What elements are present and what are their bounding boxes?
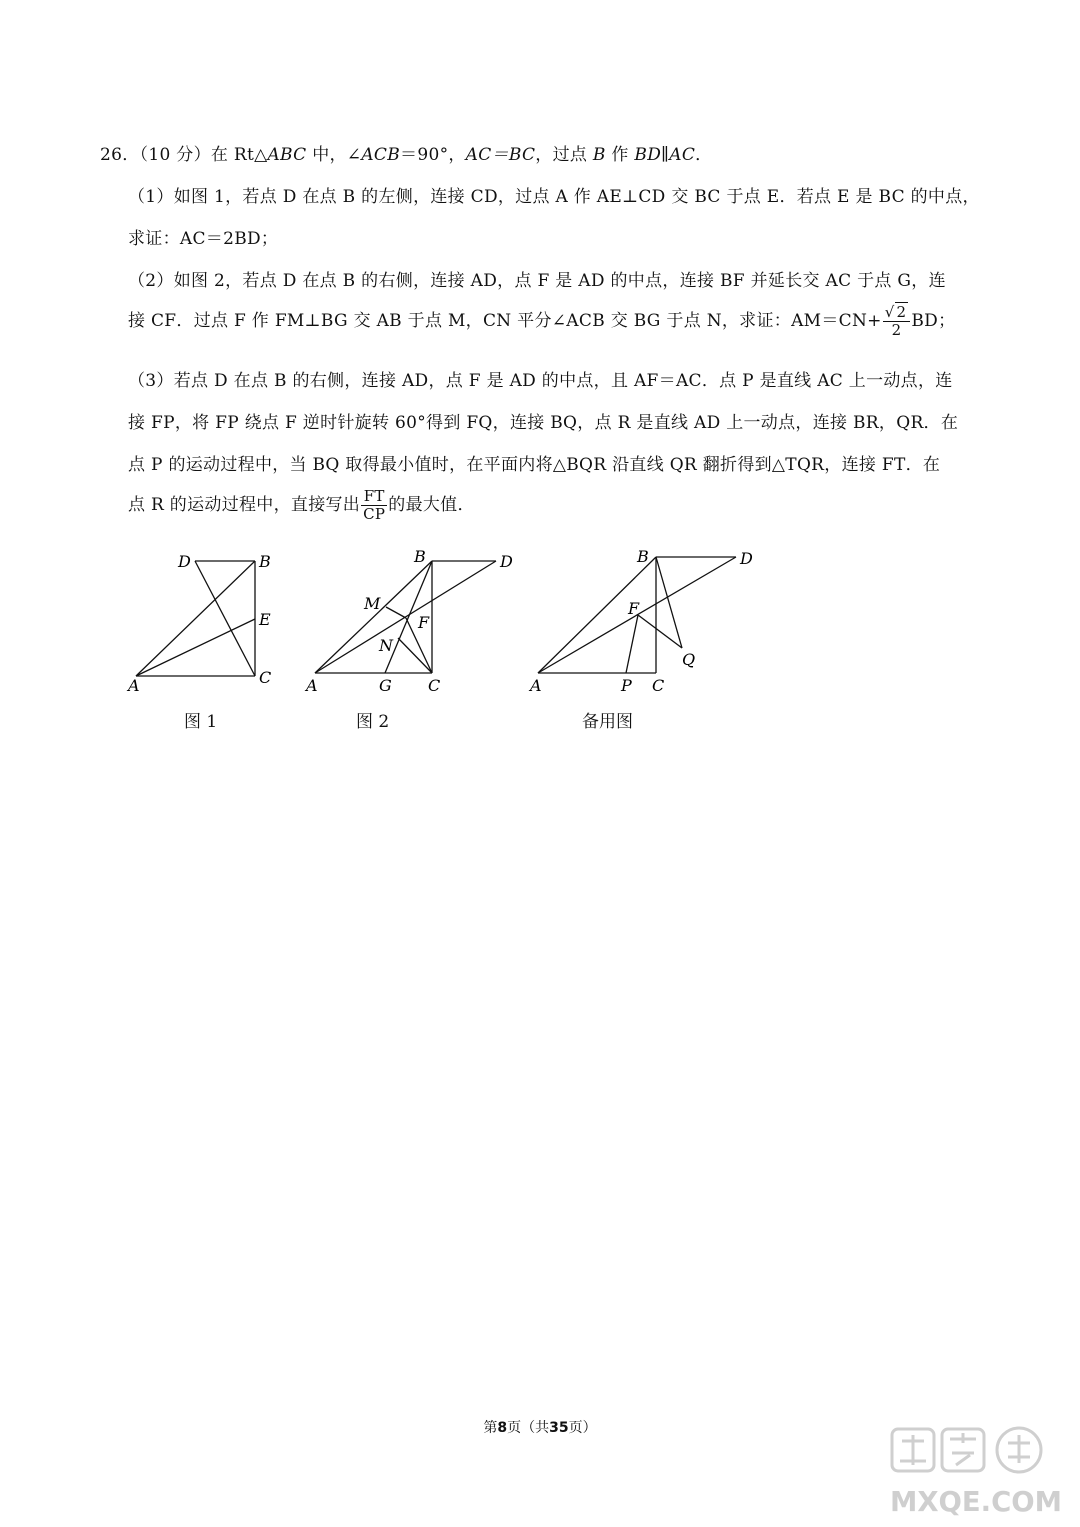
- fig1-label-c: C: [259, 668, 272, 687]
- watermark-logo: [886, 1421, 1066, 1517]
- fig1-label-e: E: [259, 610, 271, 629]
- title-text-2: 中，∠: [306, 145, 362, 165]
- fig1-label-d: D: [178, 552, 191, 571]
- fig2-label-c: C: [428, 676, 441, 695]
- fig2-label-f: F: [418, 613, 430, 632]
- figure-1-diagram: [118, 545, 288, 695]
- figure-3-caption: 备用图: [582, 712, 633, 732]
- fig3-label-c: C: [652, 676, 665, 695]
- title-text-5: 作: [605, 145, 635, 165]
- fraction-numerator-ft: FT: [361, 488, 387, 506]
- fig3-label-f: F: [628, 599, 640, 618]
- fig2-label-m: M: [364, 594, 381, 613]
- subquestion-2-line-1: （2）如图 2，若点 D 在点 B 的右侧，连接 AD，点 F 是 AD 的中点，连接 BF 并延长交 AC 于点 G，连: [128, 271, 946, 291]
- fraction-denominator: 2: [891, 321, 902, 339]
- figure-1-caption: 图 1: [184, 712, 218, 732]
- subquestion-1-line-1: （1）如图 1，若点 D 在点 B 的左侧，连接 CD，过点 A 作 AE⊥CD 交 BC 于点 E．若点 E 是 BC 的中点，: [128, 187, 980, 207]
- s2-text-a: 接 CF．过点 F 作 FM⊥BG 交 AB 于点 M，CN 平分∠ACB 交 BG 于点 N，求证：AM＝CN+: [128, 311, 882, 331]
- fig2-label-d: D: [500, 552, 513, 571]
- title-b: B: [592, 145, 606, 165]
- figure-3-diagram: [522, 543, 772, 695]
- subquestion-3-line-4: [128, 488, 475, 523]
- fig3-label-a: A: [530, 676, 542, 695]
- title-abc: ABC: [267, 145, 307, 165]
- title-text-3: ＝90°，: [400, 145, 466, 165]
- title-text-6: ．: [695, 145, 713, 165]
- footer-page-number: 8: [497, 1420, 508, 1436]
- fig2-label-b: B: [414, 547, 426, 566]
- subquestion-2-line-2: [128, 304, 955, 339]
- subquestion-3-line-3: 点 P 的运动过程中，当 BQ 取得最小值时，在平面内将△BQR 沿直线 QR 翻折得到△TQR，连接 FT．在: [128, 455, 941, 475]
- fig1-label-b: B: [259, 552, 271, 571]
- footer-total-pages: 35: [549, 1420, 569, 1436]
- fig3-label-d: D: [740, 549, 753, 568]
- fig2-label-a: A: [306, 676, 318, 695]
- fig3-label-p: P: [621, 676, 632, 695]
- title-text-1: 26．（10 分）在 Rt△: [100, 145, 268, 165]
- footer-post: 页）: [568, 1420, 597, 1436]
- footer-pre: 第: [483, 1420, 498, 1436]
- fraction-denominator-cp: CP: [363, 505, 386, 523]
- figure-2-caption: 图 2: [356, 712, 390, 732]
- s3-text-a: 点 R 的运动过程中，直接写出: [128, 495, 361, 515]
- s2-text-b: BD；: [911, 311, 956, 331]
- fig1-label-a: A: [128, 676, 140, 695]
- ft-over-cp-fraction: [361, 488, 387, 523]
- subquestion-3-line-1: （3）若点 D 在点 B 的右侧，连接 AD，点 F 是 AD 的中点，且 AF＝AC．点 P 是直线 AC 上一动点，连: [128, 371, 953, 391]
- subquestion-1-line-2: 求证：AC＝2BD；: [128, 229, 279, 249]
- fig2-label-g: G: [379, 676, 392, 695]
- footer-mid: 页（共: [507, 1420, 550, 1436]
- title-acbc: AC＝BC: [465, 145, 536, 165]
- s3-text-b: 的最大值．: [388, 495, 475, 515]
- svg-text:MXQE.COM: MXQE.COM: [890, 1485, 1062, 1517]
- fig3-label-q: Q: [682, 650, 696, 669]
- title-bdac: BD∥AC: [634, 145, 696, 165]
- fraction-numerator: 2: [896, 303, 907, 321]
- title-acb: ACB: [361, 145, 401, 165]
- sqrt2-over-2-fraction: $\frac{√ 2}{2}$: [883, 304, 911, 339]
- subquestion-3-line-2: 接 FP，将 FP 绕点 F 逆时针旋转 60°得到 FQ，连接 BQ，点 R 是直线 AD 上一动点，连接 BR，QR．在: [128, 413, 959, 433]
- fig2-label-n: N: [379, 636, 393, 655]
- fig3-label-b: B: [637, 547, 649, 566]
- figure-2-diagram: [298, 545, 528, 695]
- title-text-4: ，过点: [535, 145, 593, 165]
- question-title: [100, 140, 712, 165]
